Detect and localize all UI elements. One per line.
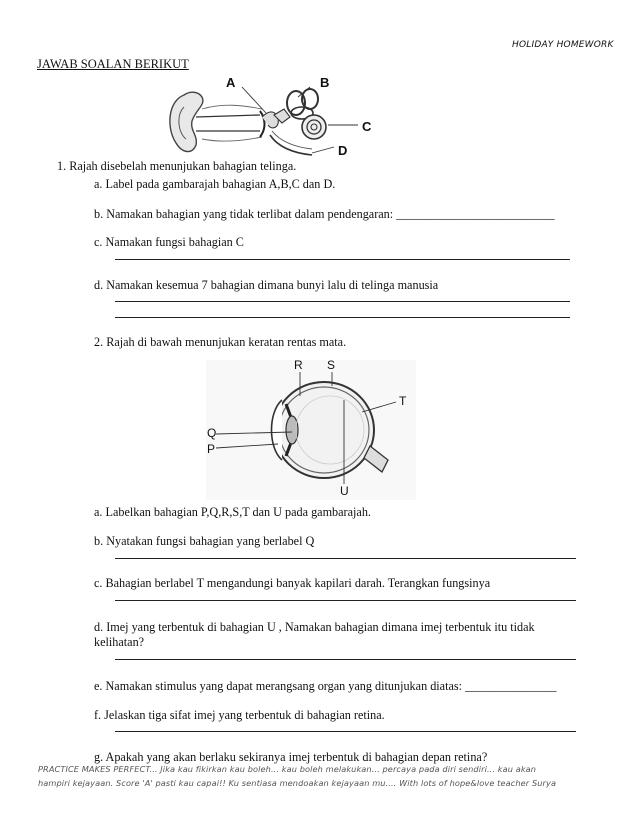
answer-line[interactable] xyxy=(115,259,570,260)
q1-d: d. Namakan kesemua 7 bahagian dimana bunyi lalu di telinga manusia xyxy=(94,278,439,292)
q1-a: a. Label pada gambarajah bahagian A,B,C dan D. xyxy=(94,177,336,191)
eye-label-r: R xyxy=(294,358,303,372)
ear-label-c: C xyxy=(362,119,372,134)
q2-f: f. Jelaskan tiga sifat imej yang terbentuk di bahagian retina. xyxy=(94,708,385,722)
ear-label-b: B xyxy=(320,75,330,90)
q1-c: c. Namakan fungsi bahagian C xyxy=(94,235,244,249)
q2-intro: 2. Rajah di bawah menunjukan keratan rentas mata. xyxy=(94,335,347,349)
eye-label-t: T xyxy=(399,394,407,408)
eye-label-u: U xyxy=(340,484,349,498)
eye-diagram xyxy=(206,360,416,500)
answer-line[interactable] xyxy=(115,317,570,318)
footer-motivation-line2: hampiri kejayaan. Score 'A' pasti kau capai!! Ku sentiasa mendoakan kejayaan mu.... With lots of hope&love teacher Surya xyxy=(38,778,557,788)
q2-e: e. Namakan stimulus yang dapat merangsang organ yang ditunjukan diatas: _______________ xyxy=(94,679,557,693)
q2-b: b. Nyatakan fungsi bahagian yang berlabel Q xyxy=(94,534,315,548)
q2-d-line2: kelihatan? xyxy=(94,635,145,649)
q1-b: b. Namakan bahagian yang tidak terlibat dalam pendengaran: __________________________ xyxy=(94,207,555,221)
answer-line[interactable] xyxy=(115,731,576,732)
worksheet-title: JAWAB SOALAN BERIKUT xyxy=(37,57,189,71)
q2-d-line1: d. Imej yang terbentuk di bahagian U , Namakan bahagian dimana imej terbentuk itu tidak xyxy=(94,620,535,634)
eye-label-s: S xyxy=(327,358,336,372)
q2-a: a. Labelkan bahagian P,Q,R,S,T dan U pada gambarajah. xyxy=(94,505,371,519)
eye-label-p: P xyxy=(207,442,216,456)
answer-line[interactable] xyxy=(115,659,576,660)
footer-motivation-line1: PRACTICE MAKES PERFECT... Jika kau fikirkan kau boleh... kau boleh melakukan... percaya pada diri sendiri... kau akan xyxy=(38,764,537,774)
holiday-homework-tag: HOLIDAY HOMEWORK xyxy=(512,40,614,50)
ear-label-d: D xyxy=(338,143,348,158)
q2-c: c. Bahagian berlabel T mengandungi banyak kapilari darah. Terangkan fungsinya xyxy=(94,576,491,590)
ear-diagram xyxy=(162,73,394,165)
eye-label-q: Q xyxy=(207,426,217,440)
answer-line[interactable] xyxy=(115,600,576,601)
q1-intro: 1. Rajah disebelah menunjukan bahagian telinga. xyxy=(57,159,297,173)
q2-g: g. Apakah yang akan berlaku sekiranya imej terbentuk di bahagian depan retina? xyxy=(94,750,488,764)
ear-label-a: A xyxy=(226,75,236,90)
answer-line[interactable] xyxy=(115,558,576,559)
answer-line[interactable] xyxy=(115,301,570,302)
